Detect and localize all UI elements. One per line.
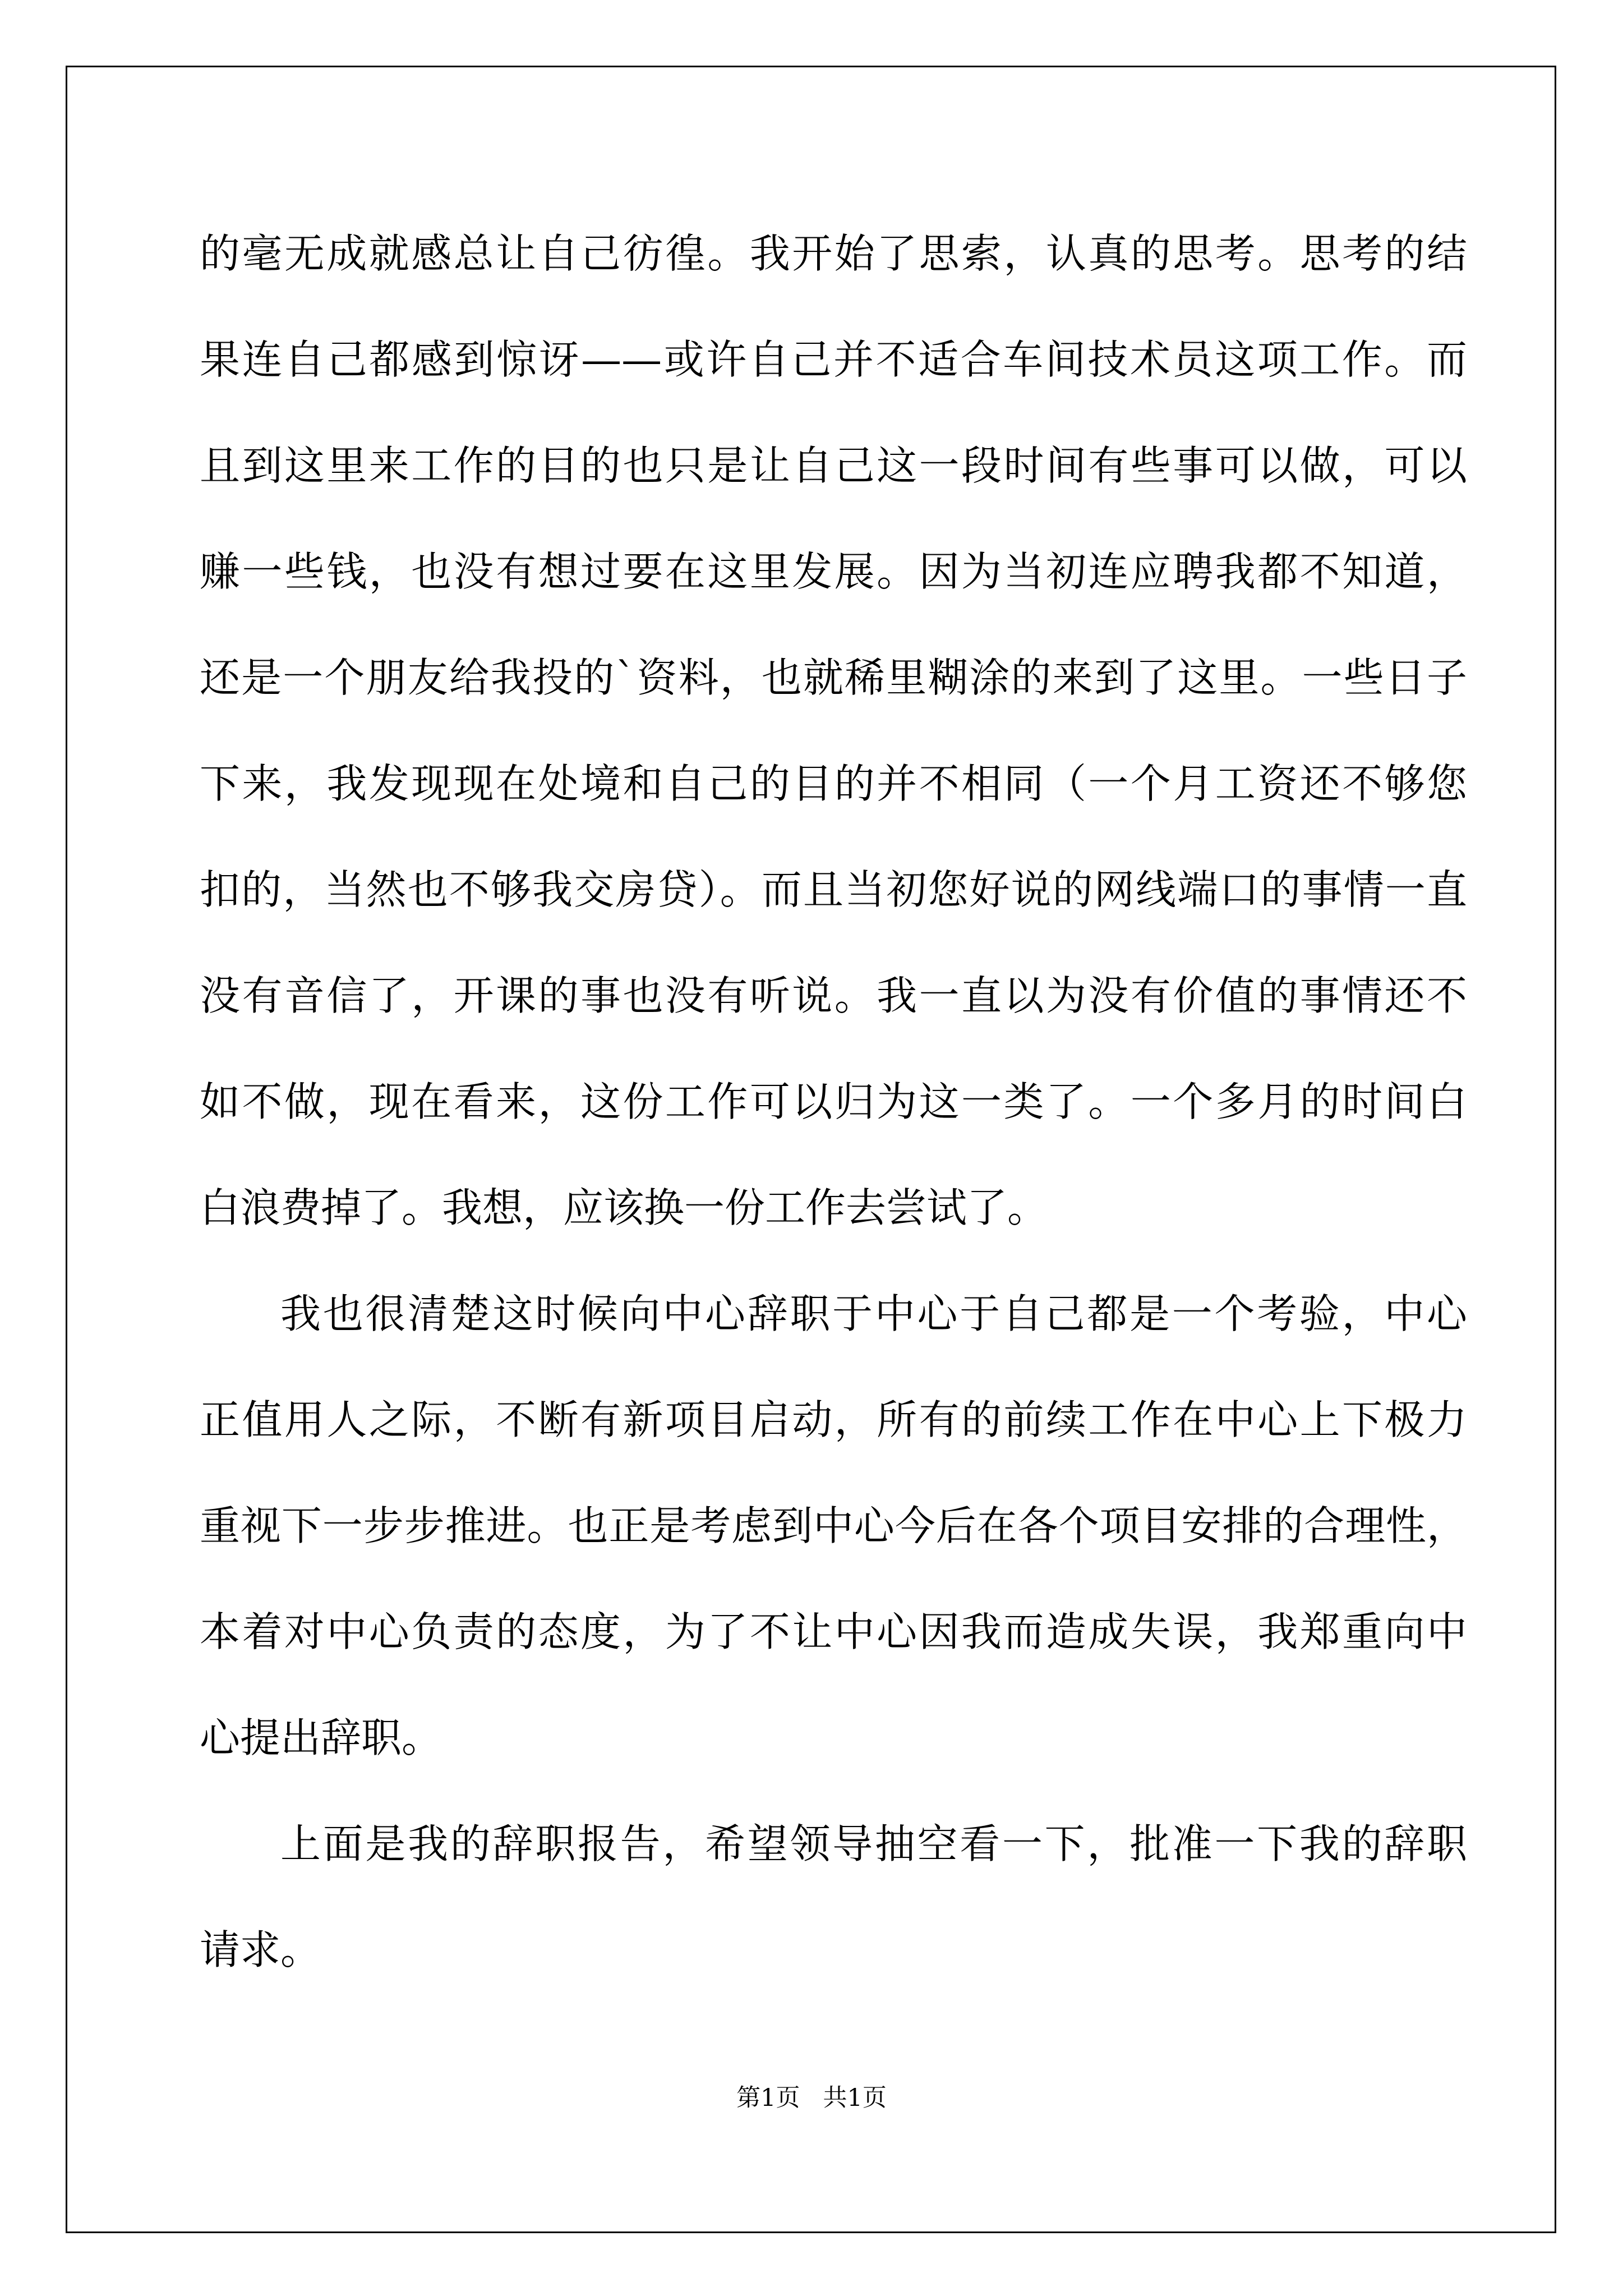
text-line: 扣的，当然也不够我交房贷）。而且当初您好说的网线端口的事情一直 [200,866,1467,913]
text-line: 下来，我发现现在处境和自己的目的并不相同（一个月工资还不够您 [200,760,1467,807]
text-line: 赚一些钱，也没有想过要在这里发展。因为当初连应聘我都不知道， [200,548,1467,595]
text-line: 的毫无成就感总让自己彷徨。我开始了思索，认真的思考。思考的结 [200,230,1467,277]
text-line: 且到这里来工作的目的也只是让自己这一段时间有些事可以做，可以 [200,442,1467,489]
text-line: 还是一个朋友给我投的`资料，也就稀里糊涂的来到了这里。一些日子 [200,654,1467,701]
paragraph [200,1791,1467,2003]
text-line: 果连自己都感到惊讶——或许自己并不适合车间技术员这项工作。而 [200,336,1467,383]
text-line: 正值用人之际，不断有新项目启动，所有的前续工作在中心上下极力 [200,1396,1467,1443]
paragraph [200,201,1467,1261]
text-line: 白浪费掉了。我想，应该换一份工作去尝试了。 [200,1184,1048,1231]
page-number-footer: 第1页 共1页 [736,2084,887,2112]
document-body [200,201,1467,2003]
text-line: 我也很清楚这时候向中心辞职于中心于自己都是一个考验，中心 [280,1290,1467,1337]
text-line: 上面是我的辞职报告，希望领导抽空看一下，批准一下我的辞职 [280,1820,1467,1867]
text-line: 心提出辞职。 [200,1714,442,1761]
text-line: 请求。 [200,1926,321,1973]
paragraph [200,1261,1467,1791]
text-line: 没有音信了，开课的事也没有听说。我一直以为没有价值的事情还不 [200,972,1467,1019]
text-line: 如不做，现在看来，这份工作可以归为这一类了。一个多月的时间白 [200,1078,1467,1125]
text-line: 本着对中心负责的态度，为了不让中心因我而造成失误，我郑重向中 [200,1608,1467,1655]
text-line: 重视下一步步推进。也正是考虑到中心今后在各个项目安排的合理性， [200,1502,1467,1549]
